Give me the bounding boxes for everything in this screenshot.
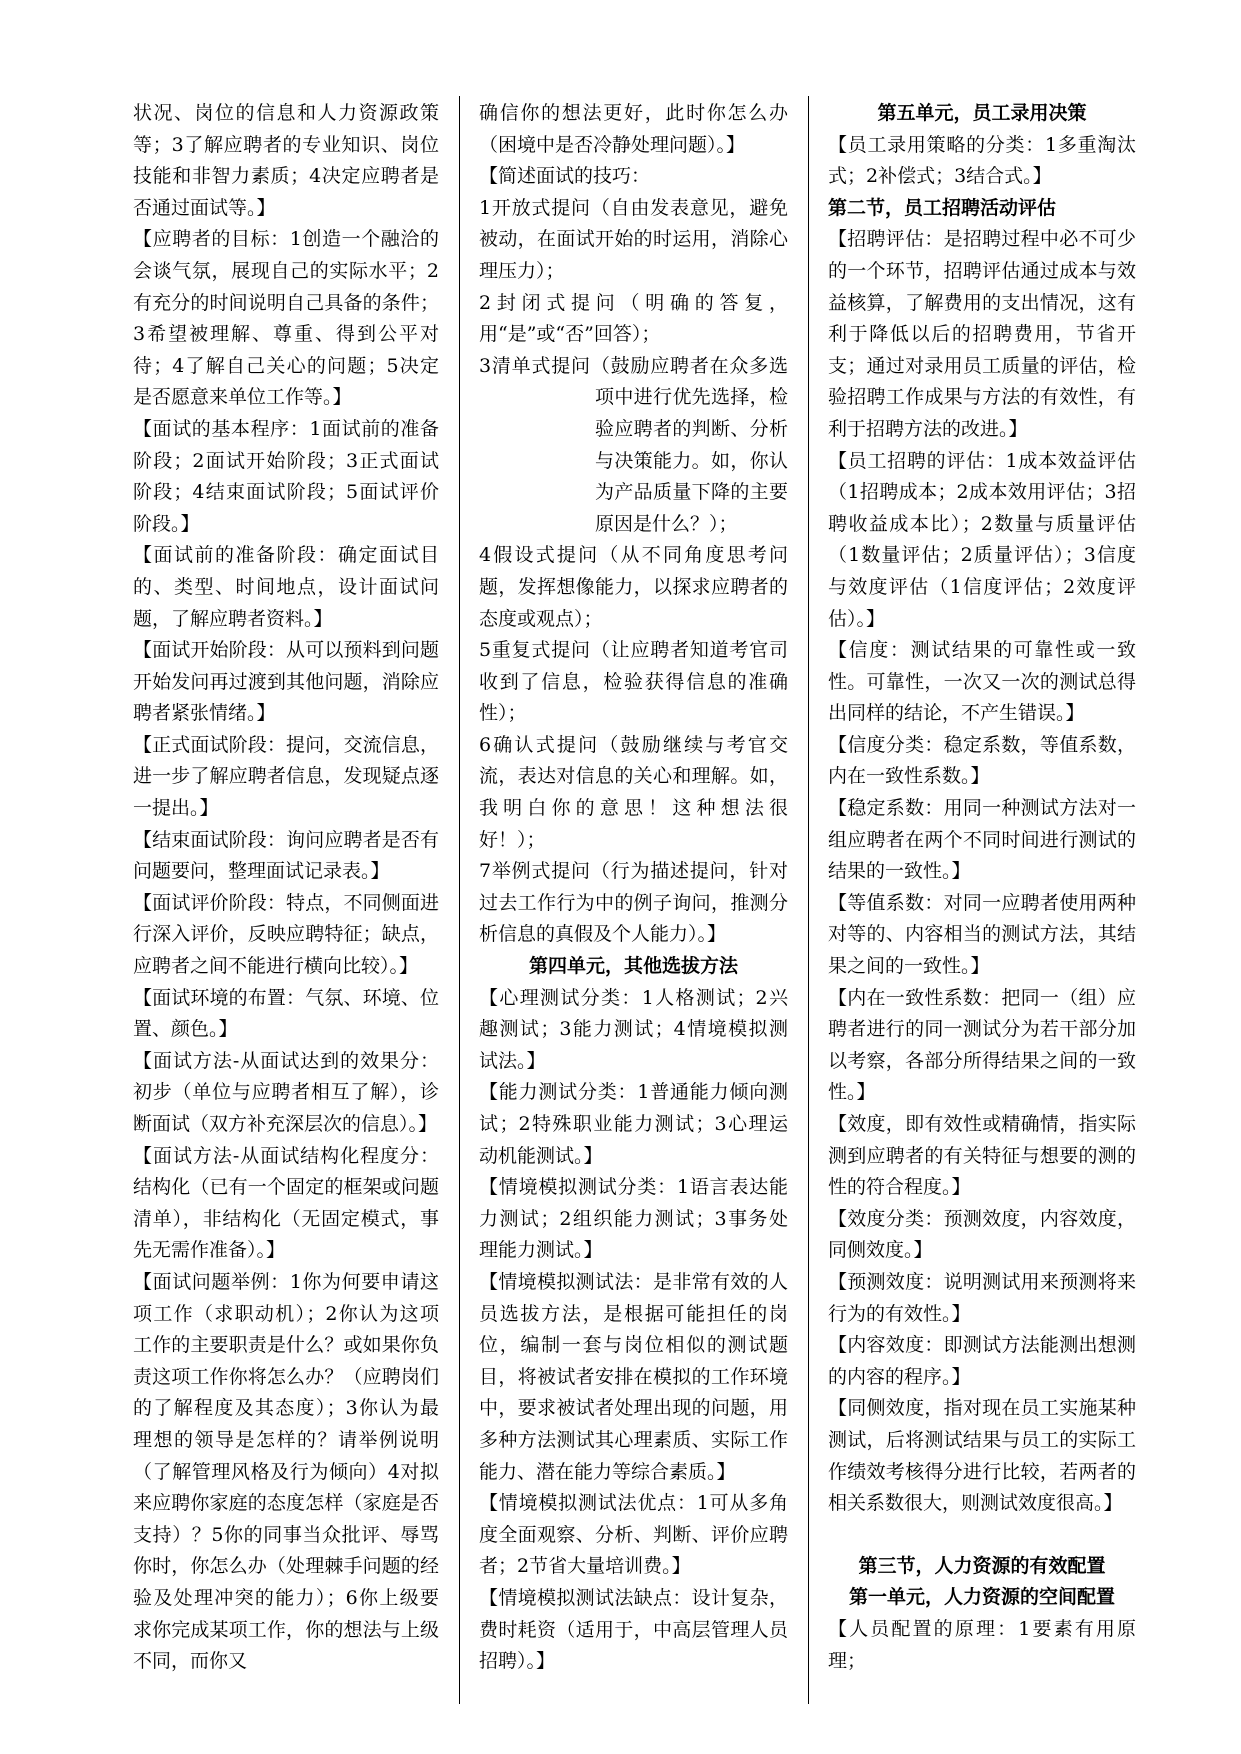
section-heading: 第五单元，员工录用决策 [877,102,1087,124]
column-left [133,98,439,1698]
paragraph: 【应聘者的目标：1创造一个融洽的会谈气氛，展现自己的实际水平；2有充分的时间说明自己具备的条件；3希望被理解、尊重、得到公平对待；4了解自己关心的问题；5决定是否愿意来单位工作等。】 [133,228,439,409]
paragraph: 7举例式提问（行为描述提问，针对过去工作行为中的例子询问，推测分析信息的真假及个人能力）。】 [479,860,788,946]
paragraph: 【内在一致性系数：把同一（组）应聘者进行的同一测试分为若干部分加以考察，各部分所得结果之间的一致性。】 [828,986,1136,1104]
paragraph: 【面试问题举例：1你为何要申请这项工作（求职动机）；2你认为这项工作的主要职责是什么？或如果你负责这项工作你将怎么办？（应聘岗们的了解程度及其态度）；3你认为最理想的领导是怎样的？请举例说明（了解管理风格及行为倾向）4对拟来应聘你家庭的态度怎样（家庭是否支持）？5你的同事当众批评、辱骂你时，你怎么办（处理棘手问题的经验及处理冲突的能力）；6你上级要求你完成某项工作，你的想法与上级不同，而你又 [133,1270,439,1673]
column-divider-right [808,96,809,1704]
paragraph: 【情境模拟测试法缺点：设计复杂，费时耗资（适用于，中高层管理人员招聘）。】 [479,1586,788,1673]
paragraph: 【人员配置的原理：1要素有用原理； [828,1617,1136,1672]
paragraph: 【情境模拟测试分类：1语言表达能力测试；2组织能力测试；3事务处理能力测试。】 [479,1176,788,1262]
paragraph: 【信度分类：稳定系数，等值系数，内在一致性系数。】 [828,733,1136,788]
paragraph: 【面试方法-从面试达到的效果分：初步（单位与应聘者相互了解），诊断面试（双方补充深层次的信息）。】 [133,1049,439,1135]
paragraph: 4假设式提问（从不同角度思考问题，发挥想像能力，以探求应聘者的态度或观点）； [479,544,788,630]
paragraph: 【内容效度：即测试方法能测出想测的内容的程序。】 [828,1334,1136,1388]
paragraph: 【效度分类：预测效度，内容效度，同侧效度。】 [828,1207,1136,1262]
paragraph: 【心理测试分类：1人格测试；2兴趣测试；3能力测试；4情境模拟测试法。】 [479,986,788,1072]
spacer [828,1520,1136,1551]
paragraph: 5重复式提问（让应聘者知道考官司收到了信息，检验获得信息的准确性）； [479,639,788,725]
paragraph: 【结束面试阶段：询问应聘者是否有问题要问，整理面试记录表。】 [133,828,439,883]
paragraph: 【面试评价阶段：特点，不同侧面进行深入评价，反映应聘特征；缺点，应聘者之间不能进行横向比较）。】 [133,891,439,978]
section-heading: 第一单元，人力资源的空间配置 [848,1586,1115,1609]
paragraph: 确信你的想法更好，此时你怎么办（困境中是否冷静处理问题）。】 [479,102,788,156]
paragraph: 【情境模拟测试法优点：1可从多角度全面观察、分析、判断、评价应聘者；2节省大量培训费。】 [479,1492,788,1578]
section-heading: 第二节，员工招聘活动评估 [828,196,1057,219]
paragraph: 2封闭式提问（明确的答复，用“是”或“否”回答）； [479,291,788,346]
paragraph: 【稳定系数：用同一种测试方法对一组应聘者在两个不同时间进行测试的结果的一致性。】 [828,797,1136,883]
paragraph: 6确认式提问（鼓励继续与考官交流，表达对信息的关心和理解。如，我明白你的意思！这种想法很好！）； [479,733,788,851]
paragraph: 【预测效度：说明测试用来预测将来行为的有效性。】 [828,1270,1136,1325]
paragraph: 【正式面试阶段：提问，交流信息，进一步了解应聘者信息，发现疑点逐一提出。】 [133,733,439,820]
paragraph: 【面试环境的布置：气氛、环境、位置、颜色。】 [133,986,439,1041]
paragraph: 【效度，即有效性或精确情，指实际测到应聘者的有关特征与想要的测的性的符合程度。】 [828,1113,1136,1199]
paragraph: 【能力测试分类：1普通能力倾向测试；2特殊职业能力测试；3心理运动机能测试。】 [479,1081,788,1167]
paragraph: 【面试的基本程序：1面试前的准备阶段；2面试开始阶段；3正式面试阶段；4结束面试阶段；5面试评价阶段。】 [133,417,439,535]
paragraph: 1开放式提问（自由发表意见，避免被动，在面试开始的时运用，消除心理压力）； [479,196,788,282]
section-heading: 第四单元，其他选拔方法 [528,955,738,978]
paragraph: 状况、岗位的信息和人力资源政策等；3了解应聘者的专业知识、岗位技能和非智力素质；4决定应聘者是否通过面试等。】 [133,102,439,219]
paragraph: 【面试开始阶段：从可以预料到问题开始发问再过渡到其他问题，消除应聘者紧张情绪。】 [133,639,439,725]
paragraph: 【等值系数：对同一应聘者使用两种对等的、内容相当的测试方法，其结果之间的一致性。】 [828,891,1136,978]
paragraph: 3清单式提问（鼓励应聘者在众多选项中进行优先选择，检验应聘者的判断、分析与决策能力。如，你认为产品质量下降的主要原因是什么？）； [479,354,788,535]
paragraph: 【员工招聘的评估：1成本效益评估（1招聘成本；2成本效用评估；3招聘收益成本比）；2数量与质量评估（1数量评估；2质量评估）；3信度与效度评估（1信度评估；2效度评估）。】 [828,449,1136,630]
paragraph: 【简述面试的技巧： [479,165,651,188]
section-heading: 第三节，人力资源的有效配置 [858,1554,1106,1577]
paragraph: 【面试前的准备阶段：确定面试目的、类型、时间地点，设计面试问题，了解应聘者资料。】 [133,544,439,630]
paragraph: 【同侧效度，指对现在员工实施某种测试，后将测试结果与员工的实际工作绩效考核得分进行比较，若两者的相关系数很大，则测试效度很高。】 [828,1397,1136,1515]
paragraph: 【员工录用策略的分类：1多重淘汰式；2补偿式；3结合式。】 [828,133,1136,188]
column-middle [479,98,788,1698]
paragraph: 【面试方法-从面试结构化程度分：结构化（已有一个固定的框架或问题清单），非结构化（无固定模式，事先无需作准备）。】 [133,1144,439,1262]
paragraph: 【信度：测试结果的可靠性或一致性。可靠性，一次又一次的测试总得出同样的结论，不产生错误。】 [828,639,1136,725]
paragraph: 【招聘评估：是招聘过程中必不可少的一个环节，招聘评估通过成本与效益核算，了解费用的支出情况，这有利于降低以后的招聘费用，节省开支；通过对录用员工质量的评估，检验招聘工作成果与方法的有效性，有利于招聘方法的改进。】 [828,228,1136,440]
column-right [828,98,1136,1698]
paragraph: 【情境模拟测试法：是非常有效的人员选拔方法，是根据可能担任的岗位，编制一套与岗位相似的测试题目，将被试者安排在模拟的工作环境中，要求被试者处理出现的问题，用多种方法测试其心理素质、实际工作能力、潜在能力等综合素质。】 [479,1270,788,1483]
column-divider-left [459,96,460,1704]
